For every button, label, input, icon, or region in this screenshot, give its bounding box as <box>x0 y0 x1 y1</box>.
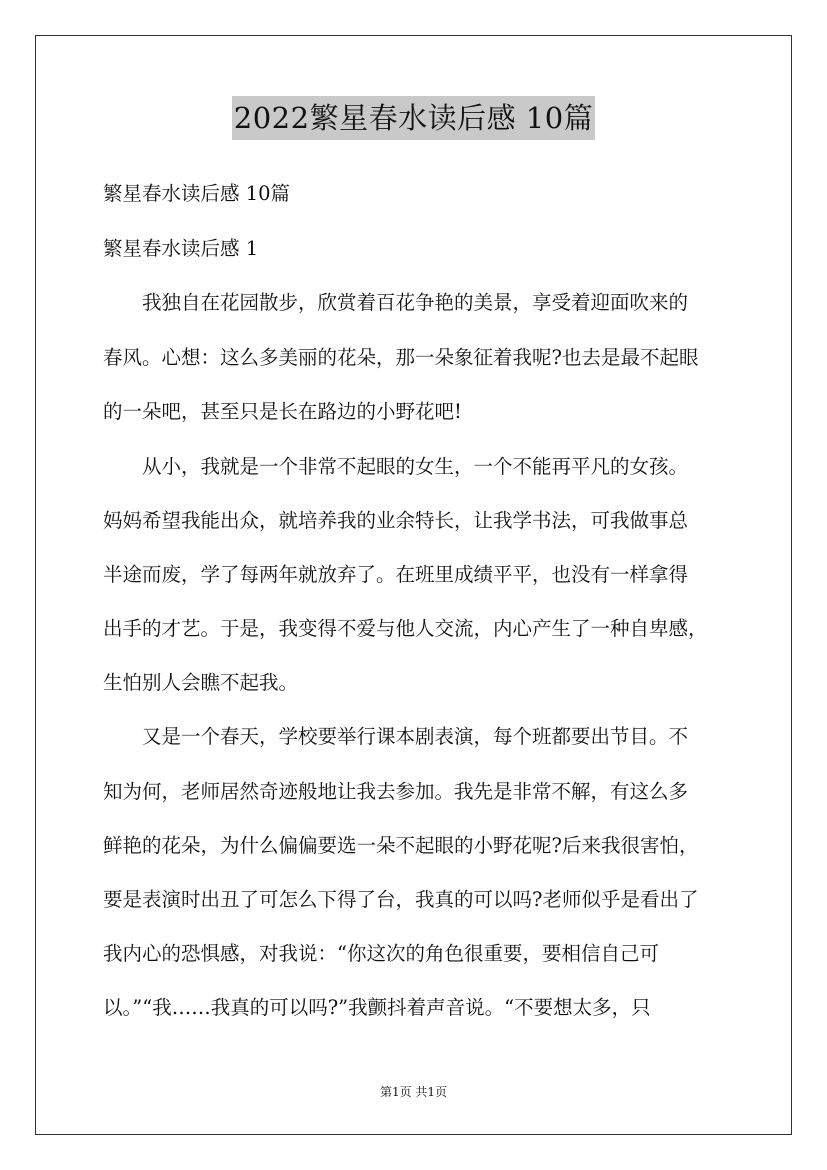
paragraph-line: 春风。心想：这么多美丽的花朵，那一朵象征着我呢?也去是最不起眼 <box>103 346 699 369</box>
paragraph-line: 鲜艳的花朵，为什么偏偏要选一朵不起眼的小野花呢?后来我很害怕， <box>103 834 699 857</box>
paragraph-line: 以。”“我……我真的可以吗?”我颤抖着声音说。“不要想太多，只 <box>103 996 651 1019</box>
paragraph-line: 的一朵吧，甚至只是长在路边的小野花吧! <box>103 400 462 423</box>
section-heading: 繁星春水读后感 1 <box>103 237 259 260</box>
paragraph-line: 生怕别人会瞧不起我。 <box>103 671 299 694</box>
paragraph-line: 知为何，老师居然奇迹般地让我去参加。我先是非常不解，有这么多 <box>103 780 689 803</box>
paragraph-line: 要是表演时出丑了可怎么下得了台，我真的可以吗?老师似乎是看出了 <box>103 888 699 911</box>
document-title: 2022繁星春水读后感 10篇 <box>232 96 595 140</box>
title-container <box>0 96 827 140</box>
paragraph-line: 从小，我就是一个非常不起眼的女生，一个不能再平凡的女孩。 <box>142 455 689 478</box>
paragraph-line: 又是一个春天，学校要举行课本剧表演，每个班都要出节目。不 <box>142 725 689 748</box>
paragraph-line: 出手的才艺。于是，我变得不爱与他人交流，内心产生了一种自卑感， <box>103 617 708 640</box>
paragraph-line: 半途而废，学了每两年就放弃了。在班里成绩平平，也没有一样拿得 <box>103 563 689 586</box>
document-subtitle: 繁星春水读后感 10篇 <box>103 182 291 205</box>
paragraph-line: 我独自在花园散步，欣赏着百花争艳的美景，享受着迎面吹来的 <box>142 291 689 314</box>
paragraph-line: 我内心的恐惧感，对我说：“你这次的角色很重要，要相信自己可 <box>103 942 659 965</box>
paragraph-line: 妈妈希望我能出众，就培养我的业余特长，让我学书法，可我做事总 <box>103 509 689 532</box>
page-footer: 第1页 共1页 <box>379 1085 448 1099</box>
